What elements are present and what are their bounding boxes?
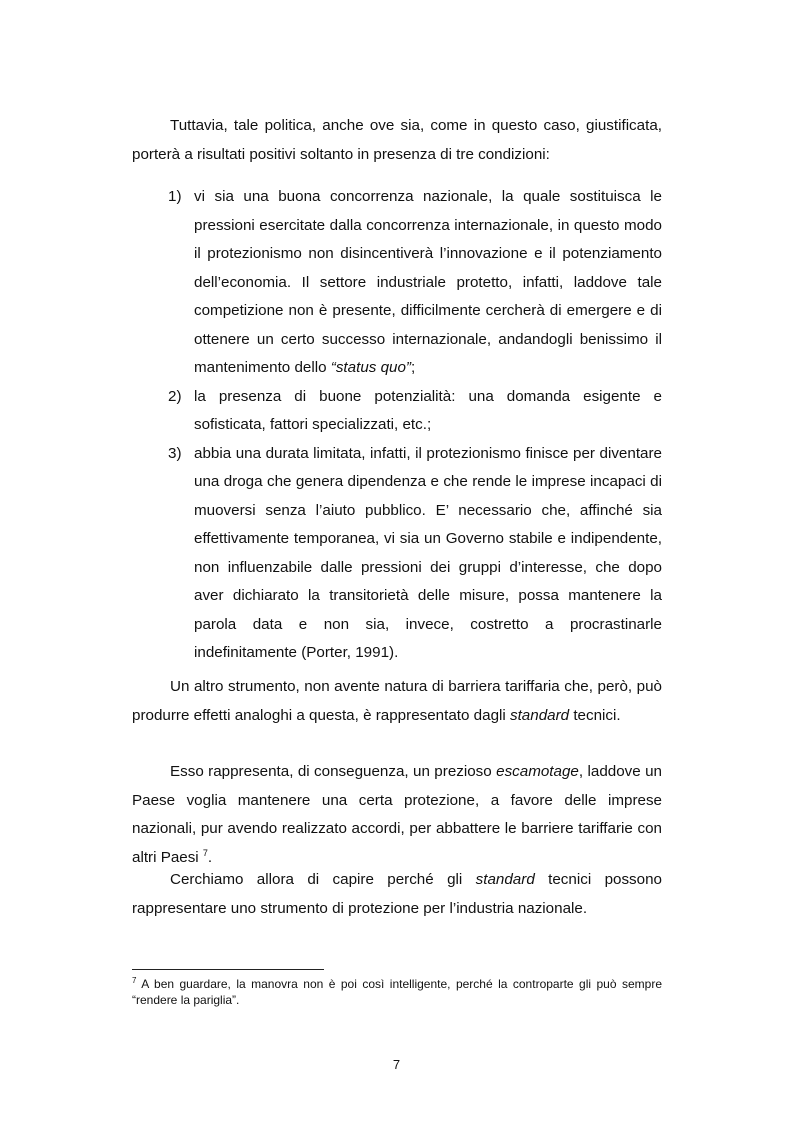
footnote-separator (132, 969, 324, 970)
paragraph-emphasis: standard (475, 871, 535, 888)
list-item (168, 183, 662, 383)
list-item-tail: ; (410, 359, 416, 376)
paragraph-tail: . (207, 848, 213, 866)
paragraph-standard-tecnici (132, 673, 662, 730)
list-item-emphasis: “status quo” (330, 359, 411, 376)
list-item-number: 1) (168, 188, 182, 205)
list-item-text: la presenza di buone potenzialità: una domanda esigente e sofisticata, fattori specializzati, etc.; (194, 387, 662, 433)
paragraph-text: Un altro strumento, non avente natura di barriera tariffaria che, però, può produrre effetti analoghi a questa, è rappresentato dagli (132, 678, 662, 724)
paragraph-conclusion (132, 866, 662, 923)
paragraph-text: Esso rappresenta, di conseguenza, un prezioso (170, 763, 497, 780)
footnote-reference[interactable]: 7 (202, 847, 208, 858)
footnote-marker: 7 (132, 976, 137, 985)
page-number: 7 (392, 1057, 401, 1072)
footnote (132, 976, 662, 1008)
paragraph-tail: tecnici. (569, 706, 621, 724)
list-item (168, 383, 662, 440)
list-item (168, 440, 662, 668)
paragraph-emphasis: standard (509, 706, 570, 724)
paragraph-escamotage (132, 758, 662, 872)
paragraph-tail: tecnici possono rappresentare uno strumento di protezione per l’industria nazionale. (132, 871, 662, 917)
list-item-number: 3) (168, 444, 182, 462)
list-item-text: abbia una durata limitata, infatti, il protezionismo finisce per diventare una droga che genera dipendenza e che rende le imprese incapaci di muoversi senza l’aiuto pubblico. E’ necessario che, affinché sia effettivamente temporanea, vi sia un Governo stabile e indipendente, non influenzabile dalle pressioni dei gruppi d’interesse, che dopo aver dichiarato la transitorietà delle misure, possa mantenere la parola data e non sia, invece, costretto a procrastinarle indefinitamente (Porter, 1991). (194, 444, 662, 661)
list-item-number: 2) (168, 387, 182, 405)
footnote-text: A ben guardare, la manovra non è poi così intelligente, perché la controparte gli può sempre “rendere la pariglia”. (132, 977, 662, 1007)
paragraph-emphasis: escamotage (496, 763, 579, 780)
paragraph-text-continued: , laddove un Paese voglia mantenere una certa protezione, a favore delle imprese nazionali, pur avendo realizzato accordi, per abbattere le barriere tariffarie con altri Paesi (132, 763, 662, 866)
paragraph-intro (132, 112, 662, 169)
paragraph-text: Cerchiamo allora di capire perché gli (170, 871, 476, 888)
paragraph-intro-text: Tuttavia, tale politica, anche ove sia, come in questo caso, giustificata, porterà a risultati positivi soltanto in presenza di tre condizioni: (132, 117, 662, 163)
conditions-list (168, 183, 662, 668)
list-item-text: vi sia una buona concorrenza nazionale, la quale sostituisca le pressioni esercitate dalla concorrenza internazionale, in questo modo il protezionismo non disincentiverà l’innovazione e il potenziamento dell’economia. Il settore industriale protetto, infatti, laddove tale competizione non è presente, difficilmente cercherà di emergere e di ottenere un certo successo internazionale, andandogli benissimo il mantenimento dello (194, 188, 662, 376)
